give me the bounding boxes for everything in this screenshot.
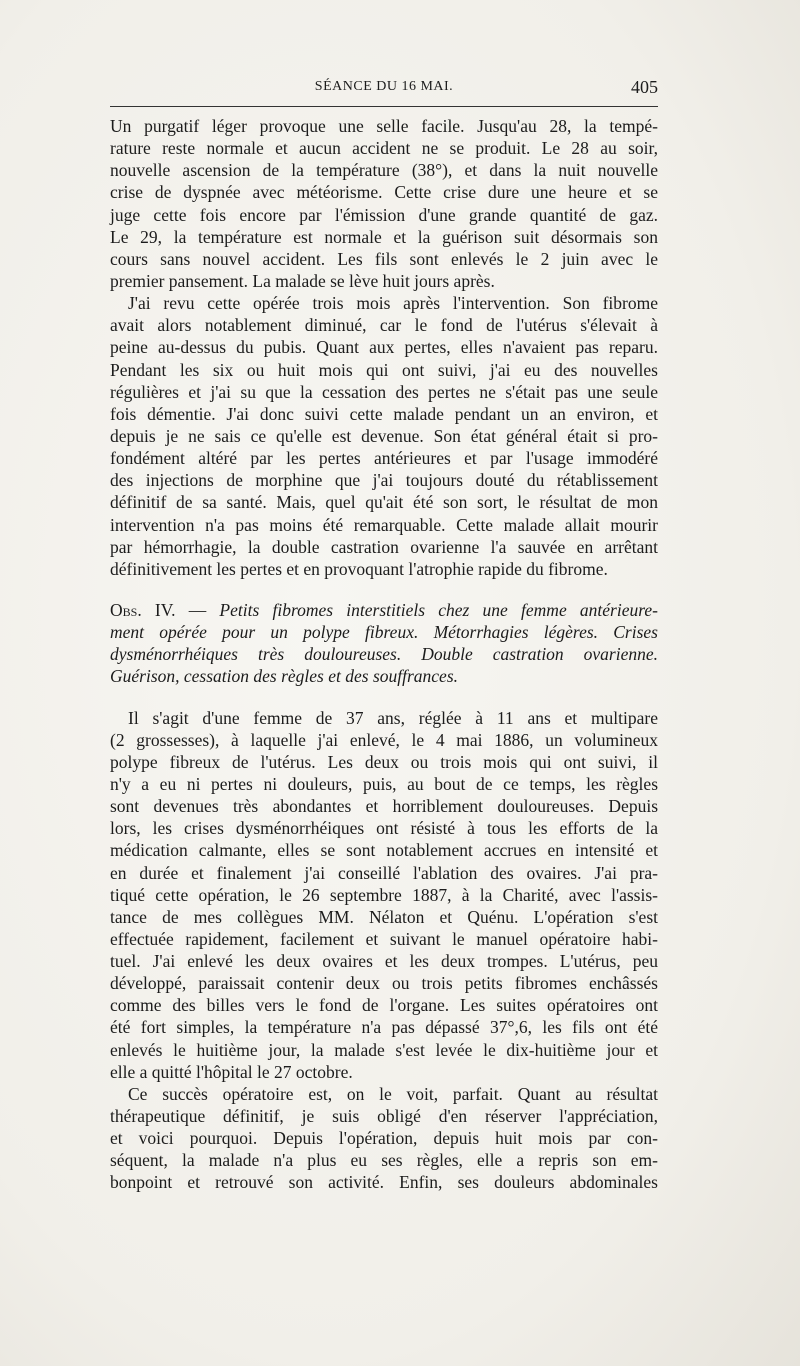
text-line: développé, paraissait contenir deux ou trois petits fibromes enchâssés — [110, 973, 658, 994]
text-line: séquent, la malade n'a plus eu ses règles, elle a repris son em- — [110, 1150, 658, 1171]
text-line: effectuée rapidement, facilement et suivant le manuel opératoire habi- — [110, 928, 658, 949]
text-line: tuel. J'ai enlevé les deux ovaires et les deux trompes. L'utérus, peu — [110, 951, 658, 972]
text-line: été fort simples, la température n'a pas dépassé 37°,6, les fils ont été — [110, 1017, 658, 1038]
text-line: Guérison, cessation des règles et des souffrances. — [110, 666, 459, 687]
text-line: premier pansement. La malade se lève huit jours après. — [110, 270, 495, 291]
text-line — [110, 599, 658, 621]
paragraph-4 — [110, 1083, 658, 1194]
text-line: Un purgatif léger provoque une selle facile. Jusqu'au 28, la tempé- — [110, 116, 658, 136]
text-line: intervention n'a pas moins été remarquable. Cette malade allait mourir — [110, 514, 658, 535]
section-gap — [110, 580, 658, 599]
text-line: fois démentie. J'ai donc suivi cette malade pendant un an environ, et — [110, 403, 658, 424]
text-line: n'y a eu ni pertes ni douleurs, puis, au bout de ce temps, les règles — [110, 773, 658, 794]
text-line: Ce succès opératoire est, on le voit, parfait. Quant au résultat — [128, 1083, 658, 1104]
text-line: des injections de morphine que j'ai toujours douté du rétablissement — [110, 470, 658, 491]
page-number: 405 — [631, 77, 658, 97]
running-head: SÉANCE DU 16 MAI. — [314, 79, 454, 94]
text-line: nouvelle ascension de la température (38°), et dans la nuit nouvelle — [110, 160, 658, 181]
text-line: tance de mes collègues MM. Nélaton et Quénu. L'opération s'est — [110, 906, 658, 927]
text-line: régulières et j'ai su que la cessation des pertes ne s'était pas une seule — [110, 381, 658, 402]
text-line: enlevés le huitième jour, la malade s'est levée le dix-huitième jour et — [110, 1039, 658, 1060]
text-line: définitif de sa santé. Mais, quel qu'ait été son sort, le résultat de mon — [110, 492, 658, 513]
text-line: sont devenues très abondantes et horriblement douloureuses. Depuis — [110, 796, 658, 817]
text-line: Il s'agit d'une femme de 37 ans, réglée à 11 ans et multipare — [128, 707, 658, 728]
header-rule — [110, 106, 658, 107]
text-line: fondément altéré par les pertes antérieures et par l'usage immodéré — [110, 448, 658, 469]
text-line: bonpoint et retrouvé son activité. Enfin, ses douleurs abdominales — [110, 1172, 658, 1193]
text-line: elle a quitté l'hôpital le 27 octobre. — [110, 1061, 353, 1082]
page-body — [110, 115, 658, 1194]
text-line: par hémorrhagie, la double castration ovarienne l'a sauvée en arrêtant — [110, 536, 658, 557]
text-line: en durée et finalement j'ai conseillé l'ablation des ovaires. J'ai pra- — [110, 862, 658, 883]
text-line: J'ai revu cette opérée trois mois après l'intervention. Son fibrome — [128, 293, 658, 314]
text-line: Pendant les six ou huit mois qui ont suivi, j'ai eu des nouvelles — [110, 359, 658, 380]
text-line: et voici pourquoi. Depuis l'opération, depuis huit mois par con- — [110, 1128, 658, 1149]
page-header — [110, 77, 658, 101]
text-line: ment opérée pour un polype fibreux. Métorrhagies légères. Crises — [110, 622, 658, 643]
text-line: dysménorrhéiques très douloureuses. Double castration ovarienne. — [110, 644, 658, 665]
text-line: comme des billes vers le fond de l'organe. Les suites opératoires ont — [110, 995, 658, 1016]
text-line: Le 29, la température est normale et la guérison suit désormais son — [110, 226, 658, 247]
obs-label: Obs. IV. — — [110, 599, 207, 620]
text-line: médication calmante, elles se sont notablement accrues en intensité et — [110, 840, 658, 861]
text-line: depuis je ne sais ce qu'elle est devenue. Son état général était si pro- — [110, 425, 658, 446]
obs-title-start: Petits fibromes interstitiels chez une femme antérieure- — [219, 599, 658, 620]
text-line: peine au-dessus du pubis. Quant aux pertes, elles n'avaient pas reparu. — [110, 337, 658, 358]
text-line: thérapeutique définitif, je suis obligé d'en réserver l'appréciation, — [110, 1106, 658, 1127]
text-line: (2 grossesses), à laquelle j'ai enlevé, le 4 mai 1886, un volumineux — [110, 729, 658, 750]
text-line: rature reste normale et aucun accident ne se produit. Le 28 au soir, — [110, 138, 658, 159]
text-line: définitivement les pertes et en provoquant l'atrophie rapide du fibrome. — [110, 558, 608, 579]
text-line: crise de dyspnée avec météorisme. Cette crise dure une heure et se — [110, 182, 658, 203]
paragraph-3 — [110, 707, 658, 1083]
text-line: tiqué cette opération, le 26 septembre 1887, à la Charité, avec l'assis- — [110, 884, 658, 905]
text-line: juge cette fois encore par l'émission d'une grande quantité de gaz. — [110, 204, 658, 225]
text-line: avait alors notablement diminué, car le fond de l'utérus s'élevait à — [110, 315, 658, 336]
text-line: cours sans nouvel accident. Les fils sont enlevés le 2 juin avec le — [110, 248, 658, 269]
paragraph-1 — [110, 115, 658, 292]
section-gap — [110, 688, 658, 707]
observation-heading — [110, 599, 658, 688]
paragraph-2 — [110, 292, 658, 580]
text-line: polype fibreux de l'utérus. Les deux ou trois mois qui ont suivi, il — [110, 751, 658, 772]
text-line: lors, les crises dysménorrhéiques ont résisté à tous les efforts de la — [110, 818, 658, 839]
